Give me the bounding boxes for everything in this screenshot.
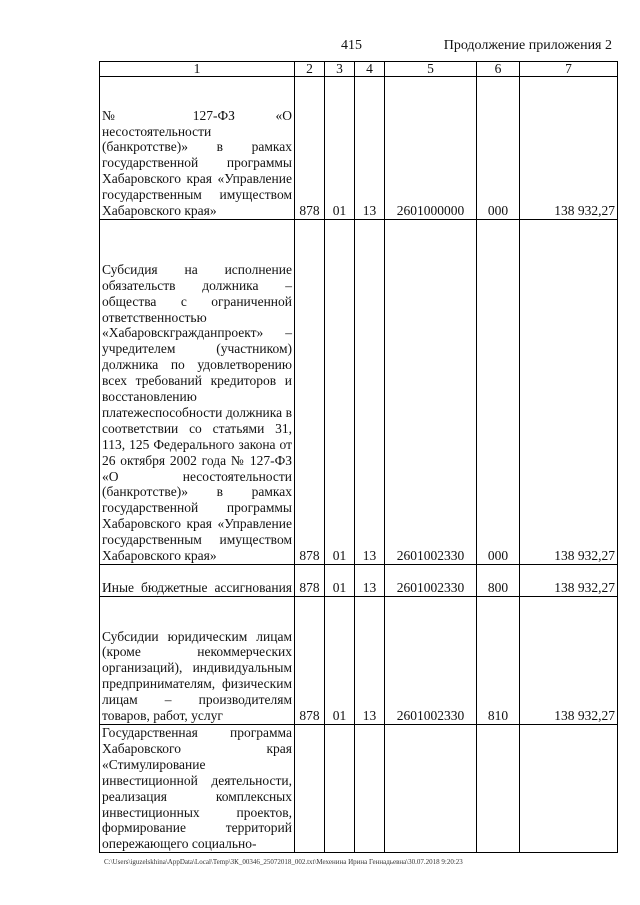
continuation-label: Продолжение приложения 2 <box>443 38 612 53</box>
expense-type-code <box>477 725 520 853</box>
column-header: 4 <box>355 62 385 77</box>
subsection-code: 13 <box>355 565 385 597</box>
column-header: 5 <box>385 62 477 77</box>
column-header: 2 <box>295 62 325 77</box>
item-name: Субсидия на исполнение обязательств должника – общества с ограниченной ответственностью «Хабаровскгражданпроект» – учредителем (участником) должника по удовлетворению всех требований кредиторов и восстановлению платежеспособности должника в соответствии со статьями 31, 113, 125 Федерального закона от 26 октября 2002 года № 127-ФЗ «О несостоятельности (банкротстве)» в рамках государственной программы Хабаровского края «Управление государственным имуществом Хабаровского края» <box>100 220 295 565</box>
ministry-code <box>295 725 325 853</box>
budget-table <box>99 61 618 853</box>
section-code: 01 <box>325 597 355 725</box>
expense-type-code: 810 <box>477 597 520 725</box>
section-code: 01 <box>325 220 355 565</box>
column-number-row <box>100 62 618 77</box>
expense-type-code: 800 <box>477 565 520 597</box>
target-article-code: 2601002330 <box>385 220 477 565</box>
ministry-code: 878 <box>295 565 325 597</box>
table-row <box>100 565 618 597</box>
target-article-code: 2601002330 <box>385 597 477 725</box>
table-row <box>100 220 618 565</box>
table-row <box>100 77 618 220</box>
amount-value: 138 932,27 <box>520 77 618 220</box>
ministry-code: 878 <box>295 597 325 725</box>
section-code: 01 <box>325 77 355 220</box>
subsection-code: 13 <box>355 77 385 220</box>
target-article-code: 2601002330 <box>385 565 477 597</box>
subsection-code <box>355 725 385 853</box>
column-header: 3 <box>325 62 355 77</box>
ministry-code: 878 <box>295 220 325 565</box>
expense-type-code: 000 <box>477 220 520 565</box>
page-number: 415 <box>341 38 362 53</box>
section-code: 01 <box>325 565 355 597</box>
item-name: № 127-ФЗ «О несостоятельности (банкротстве)» в рамках государственной программы Хабаровского края «Управление государственным имуществом Хабаровского края» <box>100 77 295 220</box>
item-name: Субсидии юридическим лицам (кроме некоммерческих организаций), индивидуальным предпринимателям, физическим лицам – производителям товаров, работ, услуг <box>100 597 295 725</box>
section-code <box>325 725 355 853</box>
column-header: 6 <box>477 62 520 77</box>
amount-value: 138 932,27 <box>520 220 618 565</box>
subsection-code: 13 <box>355 597 385 725</box>
amount-value <box>520 725 618 853</box>
table-row <box>100 597 618 725</box>
item-name: Государственная программа Хабаровского края «Стимулирование инвестиционной деятельности, реализация комплексных инвестиционных проектов, формирование территорий опережающего социально- <box>100 725 295 853</box>
item-name: Иные бюджетные ассигнования <box>100 565 295 597</box>
column-header: 7 <box>520 62 618 77</box>
target-article-code <box>385 725 477 853</box>
amount-value: 138 932,27 <box>520 597 618 725</box>
subsection-code: 13 <box>355 220 385 565</box>
ministry-code: 878 <box>295 77 325 220</box>
amount-value: 138 932,27 <box>520 565 618 597</box>
document-path-footer: C:\Users\iguzelskhina\AppData\Local\Temp\ЗК_00346_25072018_002.txt\Мехенина Ирина Геннадьевна\30.07.2018 9:20:23 <box>104 858 463 866</box>
target-article-code: 2601000000 <box>385 77 477 220</box>
column-header: 1 <box>100 62 295 77</box>
table-row <box>100 725 618 853</box>
expense-type-code: 000 <box>477 77 520 220</box>
